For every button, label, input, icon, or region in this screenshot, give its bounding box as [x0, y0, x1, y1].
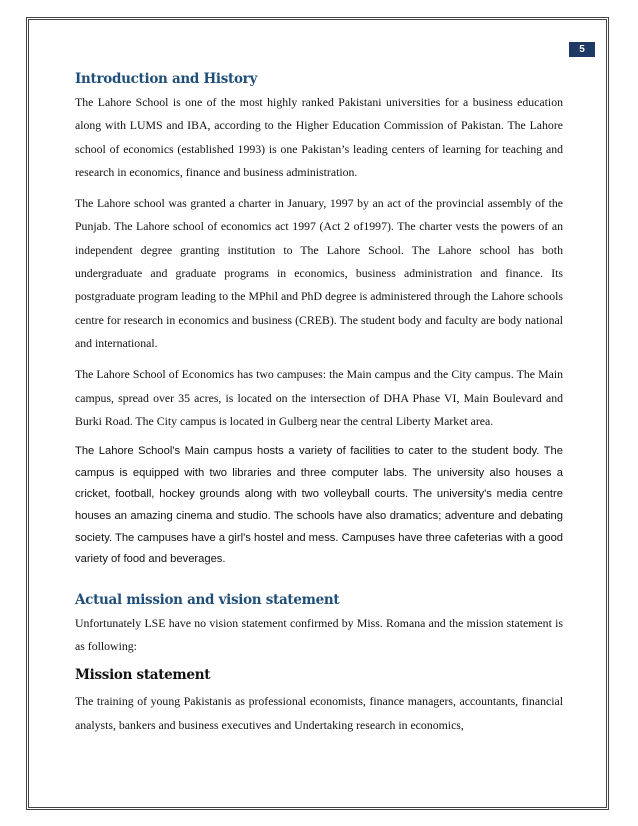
mission-heading: Mission statement [75, 667, 211, 684]
intro-paragraph-3: The Lahore School of Economics has two campuses: the Main campus and the City campus. The Main campus, spread over 35 acres, is located on the intersection of DHA Phase VI, Main Boulevard and Burki Road. The City campus is located in Gulberg near the central Liberty Market area. [75, 367, 563, 428]
intro-paragraph-4: The Lahore School's Main campus hosts a variety of facilities to cater to the student body. The campus is equipped with two libraries and three computer labs. The university also houses a cricket, football, hockey grounds along with two volleyball courts. The university's media centre houses an amazing cinema and studio. The schools have also dramatics; adventure and debating society. The campuses have a girl's hostel and mess. Campuses have three cafeterias with a good variety of food and beverages. [75, 445, 564, 566]
mission-vision-paragraph: Unfortunately LSE have no vision statement confirmed by Miss. Romana and the mission statement is as following: [75, 615, 563, 654]
intro-paragraph-2: The Lahore school was granted a charter in January, 1997 by an act of the provincial assembly of the Punjab. The Lahore school of economics act 1997 (Act 2 of1997). The charter vests the powers of an independent degree granting institution to The Lahore School. The Lahore school has both undergraduate and graduate programs in economics, business administration and finance. Its postgraduate program leading to the MPhil and PhD degree is administered through the Lahore schools centre for research in economics and business (CREB). The student body and faculty are body national and international. [75, 196, 563, 350]
mission-paragraph: The training of young Pakistanis as professional economists, finance managers, accountants, financial analysts, bankers and business executives and Undertaking research in economics, [75, 694, 563, 732]
intro-heading: Introduction and History [75, 71, 258, 87]
document-body [75, 70, 563, 737]
mission-vision-heading: Actual mission and vision statement [75, 591, 340, 608]
intro-paragraph-1: The Lahore School is one of the most highly ranked Pakistani universities for a business education along with LUMS and IBA, according to the Higher Education Commission of Pakistan. The Lahore school of economics (established 1993) is one Pakistan’s leading centers of learning for teaching and research in economics, finance and business administration. [75, 95, 563, 179]
page-number: 5 [569, 42, 595, 57]
